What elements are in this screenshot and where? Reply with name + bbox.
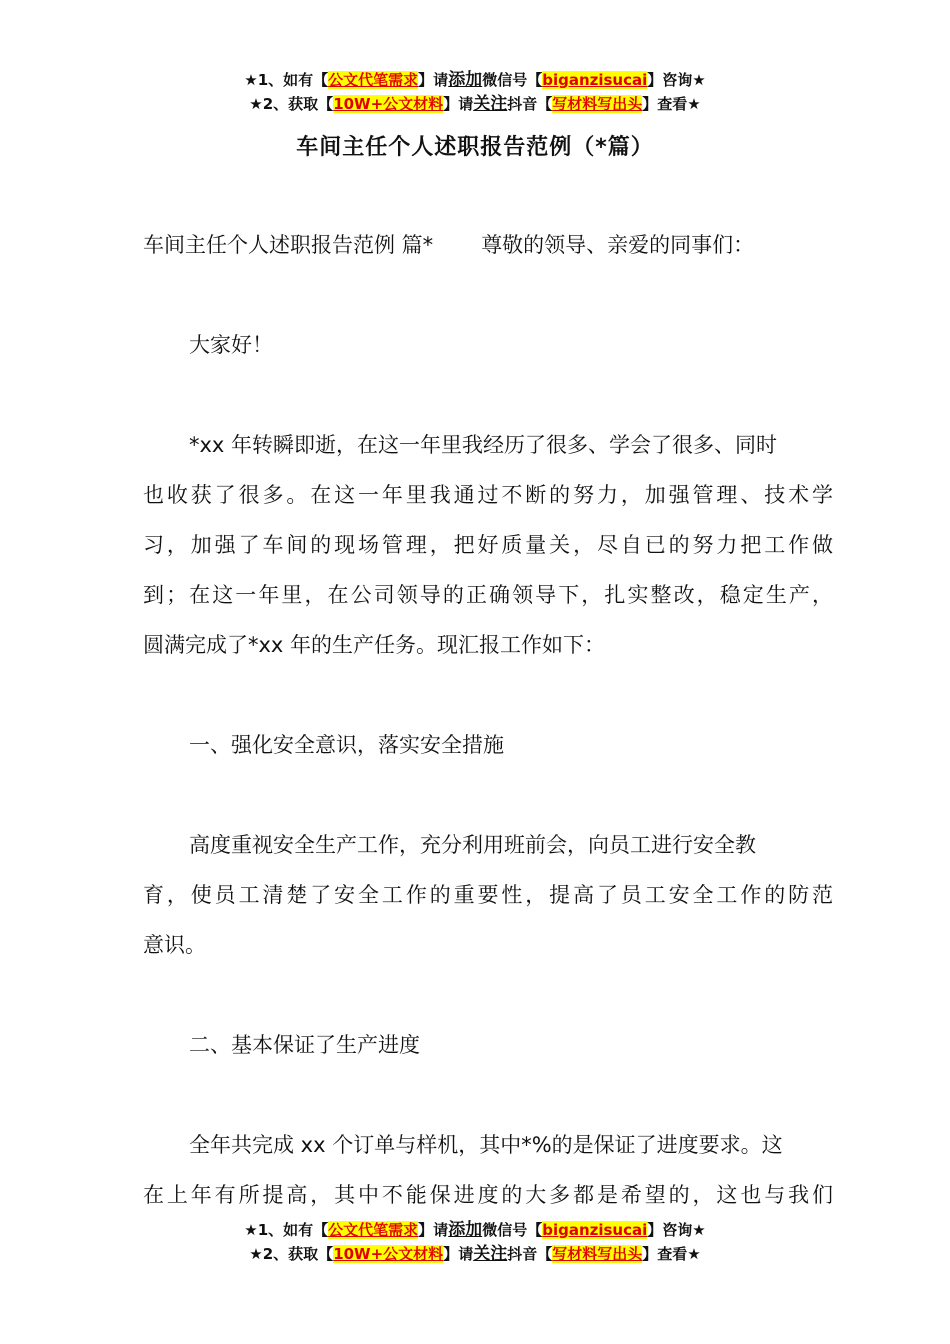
promo-text: 】请	[418, 71, 449, 89]
promo-douyin-id: 写材料写出头	[552, 95, 643, 113]
paragraph-3	[143, 1120, 833, 1220]
promo-text: ★2、获取【	[249, 1245, 334, 1263]
promo-text: 】请	[443, 1245, 474, 1263]
promo-wechat-id: biganzisucai	[542, 1221, 648, 1239]
promo-text: 】咨询★	[647, 1221, 706, 1239]
document-title: 车间主任个人述职报告范例（*篇）	[296, 135, 654, 160]
promo-highlight: 公文代笔需求	[328, 1221, 419, 1239]
promo-text: ★1、如有【	[244, 1221, 329, 1239]
promo-text: ★2、获取【	[249, 95, 334, 113]
promo-text: 】查看★	[642, 95, 701, 113]
paragraph-line: 高度重视安全生产工作，充分利用班前会，向员工进行安全教	[189, 833, 756, 857]
promo-text: 】咨询★	[647, 71, 706, 89]
paragraph-1	[143, 420, 833, 670]
intro-line	[143, 220, 833, 270]
promo-banner-top	[0, 68, 950, 116]
promo-wechat-id: biganzisucai	[542, 71, 648, 89]
promo-line-2	[0, 1242, 950, 1266]
intro-heading: 车间主任个人述职报告范例 篇*	[143, 233, 434, 257]
paragraph-line: 全年共完成 xx 个订单与样机，其中*%的是保证了进度要求。这	[189, 1133, 783, 1157]
promo-text: 】查看★	[642, 1245, 701, 1263]
paragraph-line: 习，加强了车间的现场管理，把好质量关，尽自已的努力把工作做	[143, 533, 833, 557]
promo-highlight: 10W+公文材料	[333, 95, 444, 113]
promo-douyin-id: 写材料写出头	[552, 1245, 643, 1263]
promo-text: ★1、如有【	[244, 71, 329, 89]
promo-text: 】请	[443, 95, 474, 113]
promo-text: 抖音【	[507, 1245, 553, 1263]
paragraph-line: 意识。	[143, 933, 206, 957]
promo-text: 微信号【	[482, 1221, 543, 1239]
promo-banner-bottom	[0, 1218, 950, 1266]
promo-emphasis: 添加	[448, 70, 483, 90]
salutation: 尊敬的领导、亲爱的同事们：	[481, 233, 755, 257]
paragraph-line: *xx 年转瞬即逝，在这一年里我经历了很多、学会了很多、同时	[189, 433, 778, 457]
promo-emphasis: 添加	[448, 1220, 483, 1240]
promo-text: 微信号【	[482, 71, 543, 89]
paragraph-line: 到；在这一年里，在公司领导的正确领导下，扎实整改，稳定生产，	[143, 583, 833, 607]
section-heading-1: 一、强化安全意识，落实安全措施	[189, 733, 504, 757]
promo-highlight: 公文代笔需求	[328, 71, 419, 89]
paragraph-line: 圆满完成了*xx 年的生产任务。现汇报工作如下：	[143, 633, 606, 657]
promo-highlight: 10W+公文材料	[333, 1245, 444, 1263]
paragraph-line: 育，使员工清楚了安全工作的重要性，提高了员工安全工作的防范	[143, 883, 833, 907]
section-heading-2: 二、基本保证了生产进度	[189, 1033, 420, 1057]
paragraph-line: 也收获了很多。在这一年里我通过不断的努力，加强管理、技术学	[143, 483, 833, 507]
document-body	[143, 220, 833, 1220]
greeting: 大家好！	[189, 333, 273, 357]
paragraph-line: 在上年有所提高，其中不能保进度的大多都是希望的，这也与我们	[143, 1183, 833, 1207]
promo-text: 】请	[418, 1221, 449, 1239]
promo-emphasis: 关注	[473, 94, 508, 114]
promo-line-2	[0, 92, 950, 116]
promo-line-1	[0, 1218, 950, 1242]
promo-emphasis: 关注	[473, 1244, 508, 1264]
paragraph-2	[143, 820, 833, 970]
promo-line-1	[0, 68, 950, 92]
promo-text: 抖音【	[507, 95, 553, 113]
